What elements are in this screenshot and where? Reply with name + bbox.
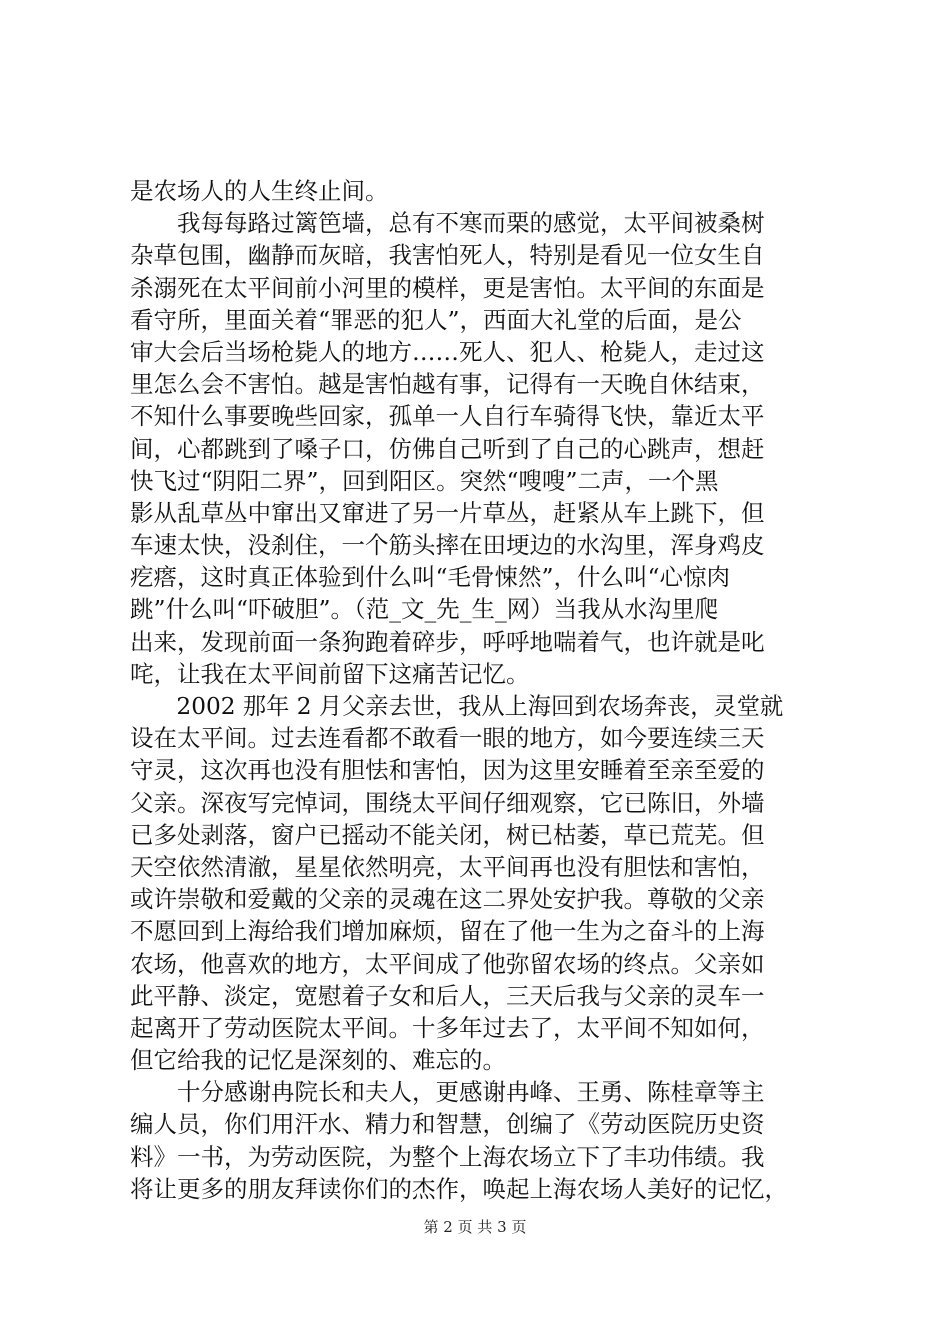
text-line: 影从乱草丛中窜出又窜进了另一片草丛，赶紧从车上跳下，但 bbox=[130, 498, 765, 527]
text-line: 农场，他喜欢的地方，太平间成了他弥留农场的终点。父亲如 bbox=[130, 949, 765, 978]
text-line: 或许崇敬和爱戴的父亲的灵魂在这二界处安护我。尊敬的父亲 bbox=[130, 885, 765, 914]
text-line: 起离开了劳动医院太平间。十多年过去了，太平间不知如何， bbox=[130, 1013, 765, 1042]
text-line: 天空依然清澈，星星依然明亮，太平间再也没有胆怯和害怕， bbox=[130, 852, 765, 881]
text-line: 杀溺死在太平间前小河里的模样，更是害怕。太平间的东面是 bbox=[130, 273, 765, 302]
body-text bbox=[130, 175, 830, 1205]
text-line: 是农场人的人生终止间。 bbox=[130, 177, 389, 205]
text-line: 2002 那年 2 月父亲去世，我从上海回到农场奔丧，灵堂就 bbox=[176, 692, 784, 720]
text-line: 不愿回到上海给我们增加麻烦，留在了他一生为之奋斗的上海 bbox=[130, 917, 765, 946]
text-line: 不知什么事要晚些回家，孤单一人自行车骑得飞快，靠近太平 bbox=[130, 402, 765, 431]
text-line: 里怎么会不害怕。越是害怕越有事，记得有一天晚自休结束， bbox=[130, 370, 765, 399]
text-line: 车速太快，没刹住，一个筋头摔在田埂边的水沟里，浑身鸡皮 bbox=[130, 531, 765, 560]
text-line: 十分感谢冉院长和夫人，更感谢冉峰、王勇、陈桂章等主 bbox=[177, 1078, 765, 1107]
text-line: 编人员，你们用汗水、精力和智慧，创编了《劳动医院历史资 bbox=[130, 1110, 765, 1139]
text-line: 出来，发现前面一条狗跑着碎步，呼呼地喘着气，也许就是叱 bbox=[130, 627, 765, 656]
text-line: 此平静、淡定，宽慰着子女和后人，三天后我与父亲的灵车一 bbox=[130, 981, 765, 1010]
text-line: 但它给我的记忆是深刻的、难忘的。 bbox=[130, 1046, 506, 1075]
text-line: 看守所，里面关着“罪恶的犯人”，西面大礼堂的后面，是公 bbox=[130, 305, 742, 334]
text-line: 守灵，这次再也没有胆怯和害怕，因为这里安睡着至亲至爱的 bbox=[130, 756, 765, 785]
text-line: 咤，让我在太平间前留下这痛苦记忆。 bbox=[130, 659, 530, 688]
text-line: 料》一书，为劳动医院，为整个上海农场立下了丰功伟绩。我 bbox=[130, 1142, 765, 1171]
page-number-footer: 第 2 页 共 3 页 bbox=[423, 1218, 527, 1236]
text-line: 审大会后当场枪毙人的地方……死人、犯人、枪毙人，走过这 bbox=[130, 337, 765, 366]
text-line: 父亲。深夜写完悼词，围绕太平间仔细观察，它已陈旧，外墙 bbox=[130, 788, 765, 817]
text-line: 跳”什么叫“吓破胆”。（范_文_先_生_网）当我从水沟里爬 bbox=[130, 595, 719, 624]
text-line: 快飞过“阴阳二界”，回到阳区。突然“嗖嗖”二声，一个黑 bbox=[130, 466, 719, 495]
text-line: 将让更多的朋友拜读你们的杰作，唤起上海农场人美好的记忆， bbox=[130, 1174, 788, 1203]
text-line: 疙瘩，这时真正体验到什么叫“毛骨悚然”，什么叫“心惊肉 bbox=[130, 563, 731, 592]
text-line: 杂草包围，幽静而灰暗，我害怕死人，特别是看见一位女生自 bbox=[130, 241, 765, 270]
text-line: 设在太平间。过去连看都不敢看一眼的地方，如今要连续三天 bbox=[130, 724, 765, 753]
text-line: 间，心都跳到了嗓子口，仿佛自己听到了自己的心跳声，想赶 bbox=[130, 434, 765, 463]
text-line: 我每每路过篱笆墙，总有不寒而栗的感觉，太平间被桑树 bbox=[177, 209, 765, 238]
text-line: 已多处剥落，窗户已摇动不能关闭，树已枯萎，草已荒芜。但 bbox=[130, 820, 765, 849]
